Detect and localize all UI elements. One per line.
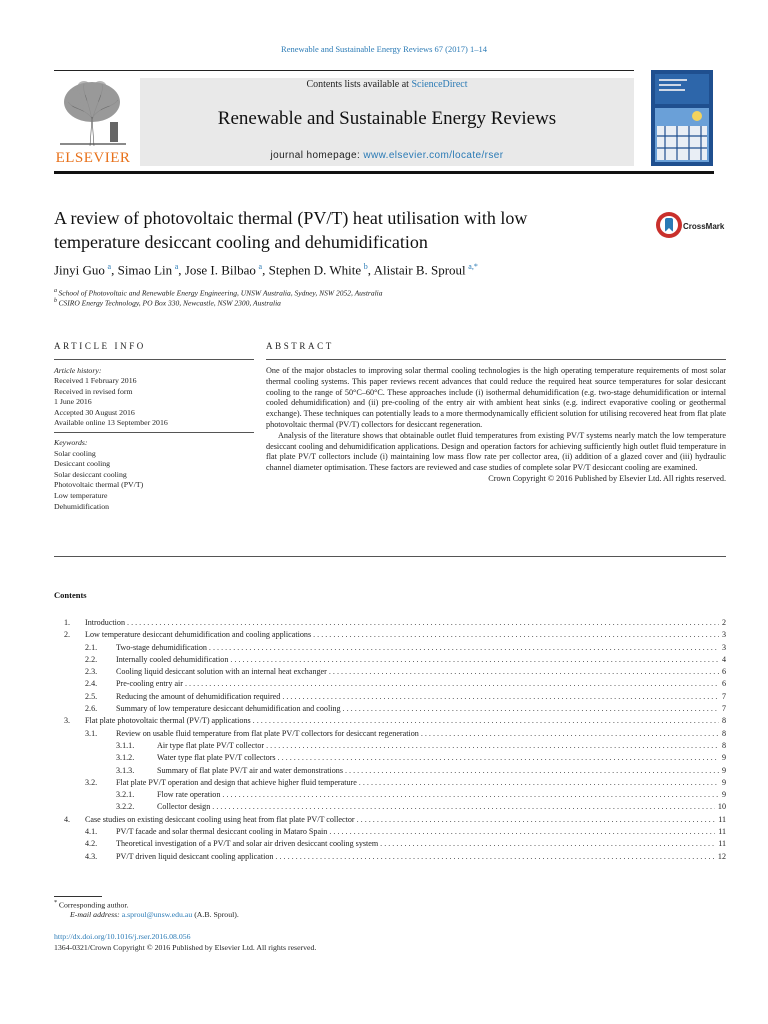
toc-entry[interactable]: [54, 691, 726, 703]
affiliation-mark: a: [54, 288, 57, 294]
toc-leader-dots: [266, 740, 719, 752]
elsevier-wordmark: ELSEVIER: [55, 150, 131, 166]
author-name[interactable]: Stephen D. White: [268, 262, 362, 278]
toc-leader-dots: [278, 752, 719, 764]
abstract-heading: ABSTRACT: [266, 341, 334, 351]
author-name[interactable]: Alistair B. Sproul: [373, 262, 466, 278]
toc-entry-title[interactable]: Introduction: [85, 618, 126, 627]
footnote-rule: [54, 896, 102, 897]
toc-entry-number: 4.2.: [85, 839, 98, 849]
toc-entry-number: 2.: [64, 630, 71, 640]
toc-entry[interactable]: [54, 715, 726, 727]
article-history: [54, 366, 254, 428]
keyword-item: Photovoltaic thermal (PV/T): [54, 480, 144, 490]
toc-leader-dots: [275, 851, 714, 863]
author-affil-mark[interactable]: a: [258, 262, 263, 271]
contents-heading: Contents: [54, 590, 87, 600]
abstract-body: [266, 366, 726, 485]
toc-entry-number: 4.1.: [85, 827, 98, 837]
toc-entry-page[interactable]: 4: [721, 654, 726, 664]
toc-entry-title[interactable]: Internally cooled dehumidification: [116, 654, 229, 664]
toc-entry-page[interactable]: 11: [718, 827, 726, 837]
toc-leader-dots: [329, 826, 715, 838]
toc-entry-page[interactable]: 7: [721, 704, 726, 714]
toc-leader-dots: [343, 703, 719, 715]
history-item: Received in revised form: [54, 386, 133, 396]
toc-entry-title[interactable]: Summary of low temperature desiccant dehumidification and cooling: [116, 704, 341, 714]
toc-entry-number: 3.1.2.: [116, 753, 135, 763]
toc-entry-title[interactable]: Summary of flat plate PV/T air and water demonstrations: [157, 765, 343, 775]
toc-leader-dots: [230, 654, 719, 666]
toc-entry-title[interactable]: PV/T driven liquid desiccant cooling application: [116, 851, 274, 861]
toc-entry-number: 3.2.1.: [116, 790, 135, 800]
doi-link[interactable]: http://dx.doi.org/10.1016/j.rser.2016.08.056: [54, 932, 191, 941]
abstract-copyright: Crown Copyright © 2016 Published by Elsevier Ltd. All rights reserved.: [488, 473, 726, 483]
toc-entry-title[interactable]: Air type flat plate PV/T collector: [157, 740, 265, 750]
author-affil-mark[interactable]: a: [107, 262, 112, 271]
article-title: A review of photovoltaic thermal (PV/T) heat utilisation with low temperature desiccant cooling and dehumidification: [54, 208, 528, 252]
contents-available-line: [140, 79, 634, 90]
toc-leader-dots: [253, 715, 719, 727]
toc-leader-dots: [329, 666, 719, 678]
toc-entry-number: 4.3.: [85, 851, 98, 861]
toc-entry[interactable]: [54, 666, 726, 678]
toc-entry-title[interactable]: Cooling liquid desiccant solution with an internal heat exchanger: [116, 667, 327, 677]
abstract-rule: [266, 359, 726, 360]
toc-entry-number: 1.: [64, 618, 71, 627]
keyword-item: Solar desiccant cooling: [54, 469, 127, 479]
toc-entry-number: 2.4.: [85, 679, 98, 689]
author-affil-mark[interactable]: a: [174, 262, 179, 271]
homepage-link[interactable]: www.elsevier.com/locate/rser: [363, 150, 504, 161]
toc-entry-number: 4.: [64, 814, 71, 824]
author-affil-mark[interactable]: b: [363, 262, 368, 271]
toc-entry-page[interactable]: 12: [717, 851, 726, 861]
toc-leader-dots: [209, 642, 719, 654]
toc-entry-page[interactable]: 3: [721, 642, 726, 652]
toc-entry-number: 3.: [64, 716, 71, 726]
table-of-contents: [54, 617, 726, 863]
keywords: [54, 438, 254, 512]
keyword-item: Desiccant cooling: [54, 459, 111, 469]
toc-entry[interactable]: [54, 814, 726, 826]
toc-entry[interactable]: [54, 728, 726, 740]
affiliation-text: School of Photovoltaic and Renewable Energy Engineering, UNSW Australia, Sydney, NSW 2052, Australia: [58, 288, 383, 298]
toc-entry-page[interactable]: 6: [721, 679, 726, 689]
header-rule-top: [54, 70, 634, 71]
author-name[interactable]: Jose I. Bilbao: [184, 262, 256, 278]
toc-entry-page[interactable]: 9: [721, 765, 726, 775]
crossmark-label[interactable]: CrossMark: [683, 222, 725, 231]
toc-leader-dots: [127, 617, 719, 629]
toc-entry-title[interactable]: Theoretical investigation of a PV/T and solar air driven desiccant cooling system: [116, 839, 379, 849]
history-label: Article history:: [54, 366, 102, 375]
keywords-label: Keywords:: [54, 438, 88, 447]
toc-entry[interactable]: [54, 801, 726, 813]
keyword-item: Low temperature: [54, 490, 108, 500]
toc-entry-number: 2.1.: [85, 642, 98, 652]
toc-leader-dots: [345, 765, 719, 777]
history-item: Available online 13 September 2016: [54, 418, 168, 428]
toc-entry-page[interactable]: 2: [721, 618, 726, 627]
toc-leader-dots: [185, 678, 719, 690]
toc-entry-page[interactable]: 7: [721, 691, 726, 701]
toc-leader-dots: [313, 629, 719, 641]
abstract-bottom-rule: [54, 556, 726, 557]
toc-entry[interactable]: [54, 740, 726, 752]
affiliation-b: [54, 298, 654, 308]
toc-entry-page[interactable]: 11: [718, 814, 726, 824]
toc-entry[interactable]: [54, 765, 726, 777]
toc-entry[interactable]: [54, 617, 726, 629]
toc-leader-dots: [421, 728, 719, 740]
email-note: [70, 910, 239, 919]
toc-entry-page[interactable]: 10: [717, 802, 726, 812]
toc-entry-page[interactable]: 8: [721, 740, 726, 750]
toc-entry[interactable]: [54, 629, 726, 641]
toc-entry-page[interactable]: 8: [721, 716, 726, 726]
toc-entry-number: 2.6.: [85, 704, 98, 714]
toc-entry[interactable]: [54, 851, 726, 863]
toc-entry-number: 2.5.: [85, 691, 98, 701]
toc-leader-dots: [359, 777, 719, 789]
toc-entry-title[interactable]: Two-stage dehumidification: [116, 642, 207, 652]
toc-entry-number: 3.2.: [85, 777, 98, 787]
crossmark-icon: [654, 210, 684, 240]
toc-entry-number: 2.3.: [85, 667, 98, 677]
journal-homepage-line: [140, 150, 634, 161]
article-info-rule: [54, 359, 254, 360]
email-label: E-mail address:: [70, 910, 122, 919]
corresponding-text: Corresponding author.: [58, 900, 129, 910]
toc-entry-title[interactable]: Flow rate operation: [157, 790, 221, 800]
issn-copyright-line: 1364-0321/Crown Copyright © 2016 Published by Elsevier Ltd. All rights reserved.: [54, 943, 317, 952]
toc-entry-title[interactable]: Flat plate photovoltaic thermal (PV/T) applications: [85, 716, 251, 726]
journal-cover-image: [651, 70, 713, 166]
affiliation-text: CSIRO Energy Technology, PO Box 330, Newcastle, NSW 2300, Australia: [58, 298, 281, 308]
toc-entry[interactable]: [54, 838, 726, 850]
toc-entry-number: 2.2.: [85, 654, 98, 664]
corresponding-mark: *: [54, 899, 58, 906]
toc-entry[interactable]: [54, 826, 726, 838]
toc-leader-dots: [212, 801, 715, 813]
toc-leader-dots: [222, 789, 719, 801]
toc-leader-dots: [357, 814, 716, 826]
toc-entry[interactable]: [54, 642, 726, 654]
toc-entry-title[interactable]: Case studies on existing desiccant cooling using heat from flat plate PV/T collector: [85, 814, 355, 824]
toc-entry[interactable]: [54, 752, 726, 764]
toc-entry-title[interactable]: Review on usable fluid temperature from flat plate PV/T collectors for desiccant regeneration: [116, 728, 419, 738]
history-item: Received 1 February 2016: [54, 376, 137, 386]
toc-entry-title[interactable]: Water type flat plate PV/T collectors: [157, 753, 276, 763]
toc-entry-number: 3.2.2.: [116, 802, 135, 812]
toc-entry-page[interactable]: 11: [718, 839, 726, 849]
toc-entry-number: 3.1.3.: [116, 765, 135, 775]
toc-entry-page[interactable]: 8: [721, 728, 726, 738]
author-list: Jinyi Guo $^a$, Simao Lin $^a$, Jose I. Bilbao $^a$, Stephen D. White $^b$, Alistair B. Sproul $^{a,*}$: [54, 262, 478, 278]
author-name[interactable]: Jinyi Guo: [54, 262, 105, 278]
article-info-heading: ARTICLE INFO: [54, 341, 146, 351]
author-name[interactable]: Simao Lin: [117, 262, 173, 278]
toc-entry-title[interactable]: Reducing the amount of dehumidification required: [116, 691, 281, 701]
toc-entry-title[interactable]: Flat plate PV/T operation and design that achieve higher fluid temperature: [116, 777, 357, 787]
journal-title: Renewable and Sustainable Energy Reviews: [217, 108, 557, 129]
toc-entry-page[interactable]: 6: [721, 667, 726, 677]
toc-entry[interactable]: [54, 789, 726, 801]
sciencedirect-link[interactable]: ScienceDirect: [411, 79, 468, 90]
toc-entry-title[interactable]: Collector design: [157, 802, 211, 812]
homepage-prefix: journal homepage:: [270, 150, 364, 161]
author-affil-mark[interactable]: a,*: [468, 262, 478, 271]
affiliation-mark: b: [54, 298, 57, 304]
history-rule: [54, 432, 254, 433]
toc-entry-page[interactable]: 9: [721, 777, 726, 787]
affiliation-a: [54, 288, 654, 298]
toc-entry-page[interactable]: 3: [721, 630, 726, 640]
toc-entry[interactable]: [54, 678, 726, 690]
abstract-paragraph-1: One of the major obstacles to improving solar thermal cooling technologies is the high operating temperature requirements of most solar thermal cooling systems. This paper reviews recent advances that could reduce the required heat source temperatures for solar desiccant cooling to the range of 50°C–60°C. These approaches include (i) isothermal dehumidification (e.g. two-stage dehumidification or internal cooled dehumidification) and (ii) pre-cooling of the entry air with ambient heat sinks (e.g. indirect evaporative cooling or geothermal exchange). These techniques can potentially leads to a more thermodynamically efficient solution for utilising recovered heat from flat plate photovoltaic thermal (PV/T) collectors for desiccant regeneration.: [266, 366, 726, 429]
abstract-paragraph-2: Analysis of the literature shows that obtainable outlet fluid temperatures from existing PV/T systems nearly match the low temperature desiccant cooling and dehumidification applications. Design and operation factors for achieving sufficiently high outlet fluid temperature in flat plate PV/T collectors include (i) maintaining low mass flow rate per collector area, (ii) addition of a glazed cover and (iii) hydraulic channel diameter optimisation. These factors are reviewed and case studies of complete solar PV/T desiccant cooling are examined.: [266, 430, 726, 473]
toc-leader-dots: [282, 691, 719, 703]
toc-entry-title[interactable]: Low temperature desiccant dehumidification and cooling applications: [85, 630, 312, 640]
journal-reference[interactable]: Renewable and Sustainable Energy Reviews 67 (2017) 1–14: [281, 44, 487, 54]
corresponding-author-note: [54, 899, 129, 910]
toc-entry[interactable]: [54, 777, 726, 789]
history-item: Accepted 30 August 2016: [54, 407, 135, 417]
toc-entry-number: 3.1.: [85, 728, 98, 738]
toc-entry-page[interactable]: 9: [721, 790, 726, 800]
keyword-item: Dehumidification: [54, 501, 109, 511]
history-item: 1 June 2016: [54, 397, 92, 407]
keyword-item: Solar cooling: [54, 448, 96, 458]
toc-leader-dots: [380, 838, 715, 850]
toc-entry-number: 3.1.1.: [116, 740, 135, 750]
toc-entry[interactable]: [54, 703, 726, 715]
toc-entry-title[interactable]: PV/T facade and solar thermal desiccant cooling in Mataro Spain: [116, 827, 328, 837]
email-link[interactable]: a.sproul@unsw.edu.au: [121, 910, 193, 919]
email-suffix: (A.B. Sproul).: [192, 910, 239, 919]
toc-entry[interactable]: [54, 654, 726, 666]
toc-entry-title[interactable]: Pre-cooling entry air: [116, 679, 183, 689]
header-rule-bottom: [54, 171, 714, 174]
contents-prefix: Contents lists available at: [306, 79, 412, 90]
toc-entry-page[interactable]: 9: [721, 753, 726, 763]
